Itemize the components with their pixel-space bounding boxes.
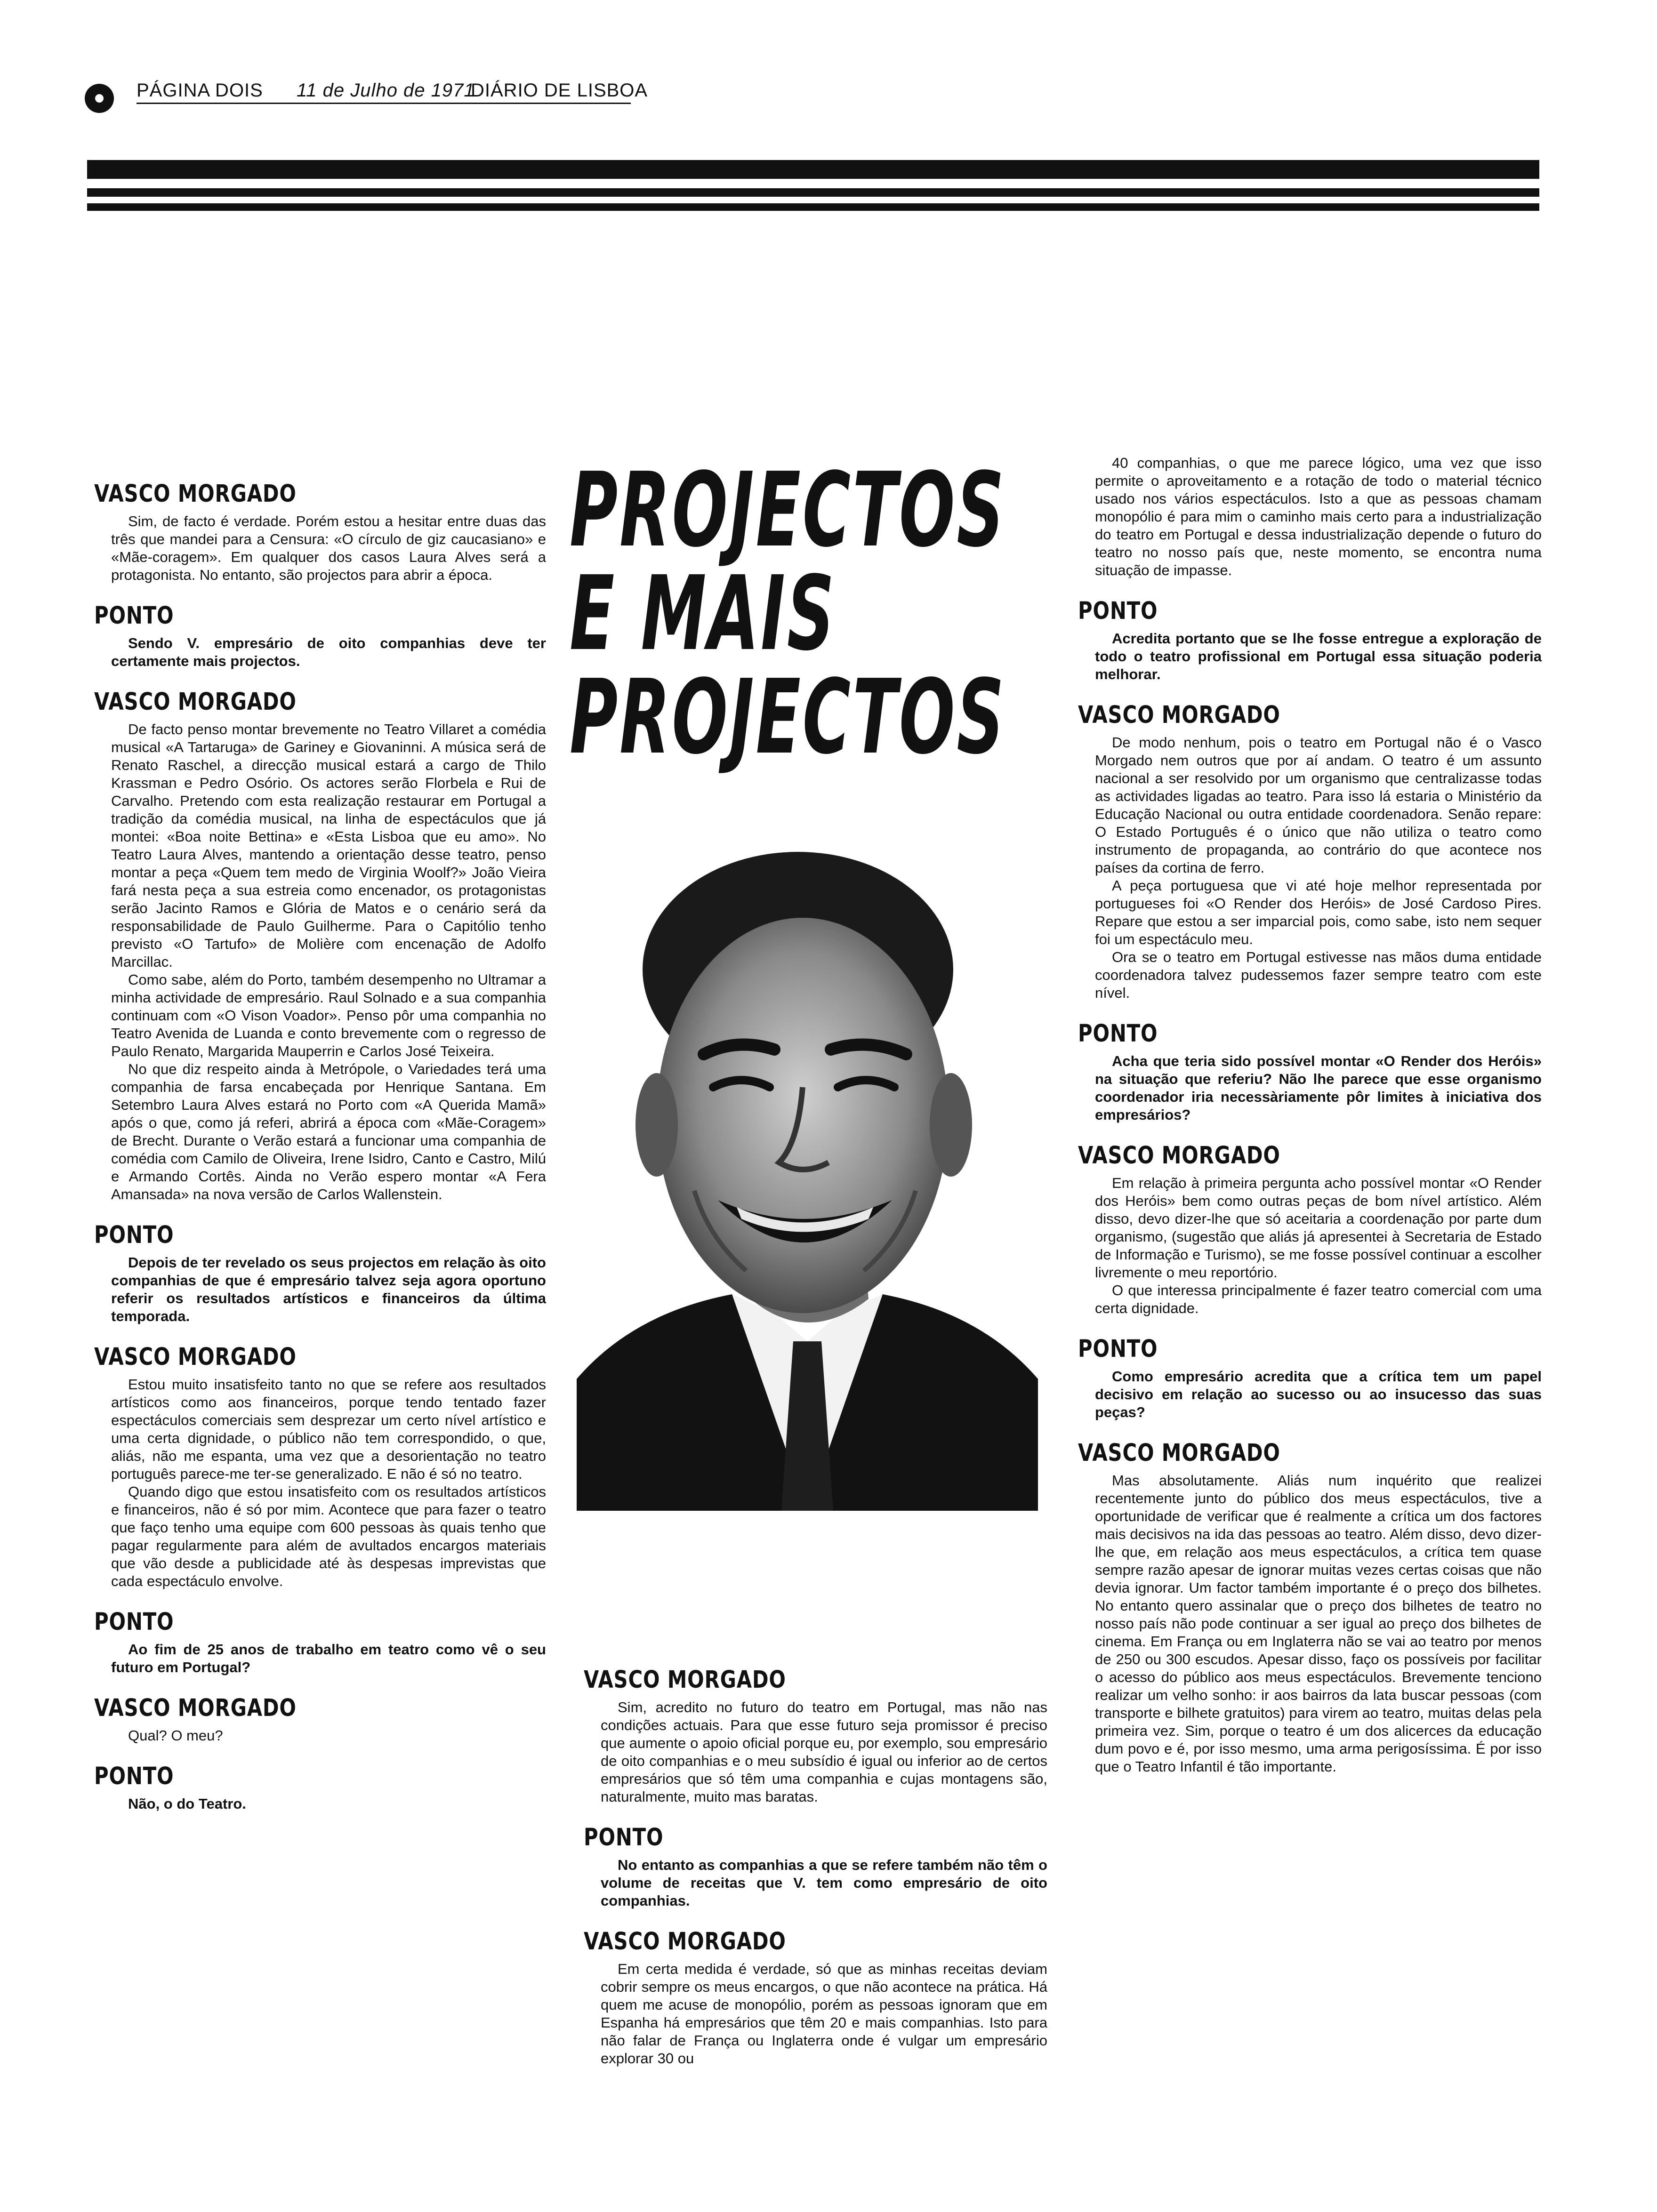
- question-text: Depois de ter revelado os seus projectos em relação às oito companhias de que é empresário talvez seja agora oportuno referir os resultados artísticos e financeiros da última temporada.: [111, 1254, 546, 1324]
- article-title: [570, 451, 1059, 777]
- speaker-name: VASCO MORGADO: [94, 1343, 297, 1371]
- speaker-name: PONTO: [94, 602, 174, 630]
- answer-text: No que diz respeito ainda à Metrópole, o Variedades terá uma companhia de farsa encabeçada por Henrique Santana. Em Setembro Laura Alves estará no Porto com «A Querida Mamã» após o que, como já referi, abrirá a época com «Mãe-Coragem» de Brecht. Durante o Verão estará a funcionar uma companhia de comédia com Camilo de Oliveira, Irene Isidro, Canto e Castro, Milú e Armando Cortês. Ainda no Verão espero montar «A Fera Amansada» na nova versão de Carlos Wallenstein.: [111, 1061, 546, 1202]
- speaker-name: VASCO MORGADO: [1078, 1142, 1280, 1170]
- speaker-name: VASCO MORGADO: [584, 1928, 786, 1956]
- title-line: PROJECTOS: [570, 451, 1006, 570]
- answer-text: Como sabe, além do Porto, também desempenho no Ultramar a minha actividade de empresário. Raul Solnado e a sua companhia continuam com «O Vison Voador». Penso pôr uma companhia no Teatro Avenida de Luanda e conto brevemente com o regresso de Paulo Renato, Margarida Mauperrin e Carlos José Teixeira.: [111, 971, 546, 1059]
- answer-text: Sim, de facto é verdade. Porém estou a hesitar entre duas das três que mandei para a Censura: «O círculo de giz caucasiano» e «Mãe-coragem». Em qualquer dos casos Laura Alves será a protagonista. No entanto, são projectos para abrir a época.: [111, 513, 546, 583]
- rule-thin: [87, 203, 1539, 211]
- column-left: [94, 480, 546, 1831]
- answer-text: O que interessa principalmente é fazer teatro comercial com uma certa dignidade.: [1095, 1282, 1542, 1316]
- page-header: [80, 75, 692, 113]
- column-right: [1078, 454, 1542, 1794]
- speaker-name: VASCO MORGADO: [1078, 701, 1280, 729]
- answer-text: A peça portuguesa que vi até hoje melhor representada por portugueses foi «O Render dos Heróis» de José Cardoso Pires. Repare que estou a ser imparcial pois, como sabe, isto nem sequer foi um espectáculo meu.: [1095, 877, 1542, 947]
- title-line: PROJECTOS: [570, 658, 1006, 777]
- answer-text: Ora se o teatro em Portugal estivesse nas mãos duma entidade coordenadora talvez pudessemos fazer sempre teatro com este nível.: [1095, 949, 1542, 1001]
- speaker-name: PONTO: [94, 1221, 174, 1249]
- question-text: Acredita portanto que se lhe fosse entregue a exploração de todo o teatro profissional em Portugal essa situação poderia melhorar.: [1095, 630, 1542, 682]
- question-text: No entanto as companhias a que se refere também não têm o volume de receitas que V. tem como empresário de oito companhias.: [601, 1857, 1047, 1909]
- page-label: PÁGINA DOIS: [137, 80, 263, 101]
- rule-thick: [87, 160, 1539, 179]
- title-line: E MAIS: [570, 554, 837, 673]
- answer-text: Em relação à primeira pergunta acho possível montar «O Render dos Heróis» bem como outras peças de bom nível artístico. Além disso, devo dizer-lhe que só aceitaria a coordenação por parte dum organismo, (sugestão que aliás já apresentei à Secretaria de Estado de Informação e Turismo), se me fosse possível continuar a escolher livremente o meu reportório.: [1095, 1175, 1542, 1281]
- answer-text: Estou muito insatisfeito tanto no que se refere aos resultados artísticos como aos financeiros, porque tendo tentado fazer espectáculos comerciais sem desprezar um certo nível artístico e uma certa dignidade, o público não tem correspondido, o que, aliás, não me espanta, uma vez que a desorientação no teatro português parece-me ter-se generalizado. E não é só no teatro.: [111, 1376, 546, 1482]
- rule-medium: [87, 188, 1539, 197]
- speaker-name: VASCO MORGADO: [584, 1666, 786, 1694]
- question-text: Sendo V. empresário de oito companhias deve ter certamente mais projectos.: [111, 635, 546, 669]
- issue-date: 11 de Julho de 1971: [297, 80, 475, 101]
- portrait-photo: [577, 824, 1038, 1511]
- speaker-name: PONTO: [584, 1824, 664, 1851]
- speaker-name: VASCO MORGADO: [94, 1694, 297, 1722]
- header-underline: [137, 103, 631, 104]
- speaker-name: VASCO MORGADO: [94, 480, 297, 508]
- answer-text: Sim, acredito no futuro do teatro em Portugal, mas não nas condições actuais. Para que esse futuro seja promissor é preciso que aumente o apoio oficial porque eu, por exemplo, sou empresário de oito companhias e o meu subsídio é igual ou inferior ao de certos empresários que só têm uma companhia e cujas montagens são, naturalmente, muito mas baratas.: [601, 1699, 1047, 1805]
- question-text: Ao fim de 25 anos de trabalho em teatro como vê o seu futuro em Portugal?: [111, 1641, 546, 1675]
- speaker-name: PONTO: [94, 1608, 174, 1636]
- speaker-name: PONTO: [1078, 1020, 1158, 1048]
- masthead-rules: [87, 160, 1539, 219]
- speaker-name: PONTO: [1078, 597, 1158, 625]
- bullet-icon: [85, 84, 114, 113]
- answer-text: Em certa medida é verdade, só que as minhas receitas deviam cobrir sempre os meus encargos, o que não acontece na prática. Há quem me acuse de monopólio, porém as pessoas ignoram que em Espanha há empresários que têm 20 e mais companhias. Isto para não falar de França ou Inglaterra onde é vulgar um empresário explorar 30 ou: [601, 1961, 1047, 2067]
- answer-text: Qual? O meu?: [128, 1727, 223, 1744]
- speaker-name: PONTO: [1078, 1335, 1158, 1363]
- speaker-name: VASCO MORGADO: [94, 688, 297, 716]
- question-text: Como empresário acredita que a crítica tem um papel decisivo em relação ao sucesso ou ao insucesso das suas peças?: [1095, 1368, 1542, 1420]
- question-text: Acha que teria sido possível montar «O Render dos Heróis» na situação que referiu? Não lhe parece que esse organismo coordenador iria necessàriamente pôr limites à iniciativa dos empresários?: [1095, 1053, 1542, 1123]
- answer-text: De facto penso montar brevemente no Teatro Villaret a comédia musical «A Tartaruga» de Gariney e Giovaninni. A música será de Renato Raschel, a direcção musical estará a cargo de Thilo Krassman e Pedro Osório. Os actores serão Florbela e Rui de Carvalho. Pretendo com esta realização restaurar em Portugal a tradição da comédia musical, na linha de espectáculos que já montei: «Boa noite Bettina» e «Esta Lisboa que eu amo». No Teatro Laura Alves, mantendo a orientação desse teatro, penso montar a peça «Quem tem medo de Virginia Woolf?» João Vieira fará nesta peça a sua estreia como encenador, os protagonistas serão Jacinto Ramos e Glória de Matos e o cenário será da responsabilidade de Paulo Guilherme. Para o Capitólio tenho previsto «O Tartufo» de Molière com encenação de Adolfo Marcillac.: [111, 721, 546, 970]
- speaker-name: VASCO MORGADO: [1078, 1439, 1280, 1467]
- newspaper-name: DIÁRIO DE LISBOA: [471, 80, 648, 101]
- speaker-name: PONTO: [94, 1763, 174, 1790]
- column-middle: [584, 1666, 1047, 2085]
- answer-text: Quando digo que estou insatisfeito com os resultados artísticos e financeiros, não é só por mim. Acontece que para fazer o teatro que faço tenho uma equipe com 600 pessoas às quais tenho que pagar regularmente para além de avultados encargos materiais que vão desde a publicidade até às despesas imprevistas que cada espectáculo envolve.: [111, 1483, 546, 1589]
- answer-text: Mas absolutamente. Aliás num inquérito que realizei recentemente junto do público dos meus espectáculos, tive a oportunidade de verificar que é realmente a crítica um dos factores mais decisivos na ida das pessoas ao teatro. Além disso, devo dizer-lhe que, em relação aos meus espectáculos, a crítica tem quase sempre razão apesar de ignorar muitas vezes certas coisas que não devia ignorar. Um factor também importante é o preço dos bilhetes. No entanto quero assinalar que o preço dos bilhetes de teatro no nosso país não pode continuar a ser igual ao preço dos bilhetes de cinema. Em França ou em Inglaterra não se vai ao teatro por menos de 250 ou 300 escudos. Apesar disso, faço os possíveis por facilitar o acesso do público aos meus espectáculos. Brevemente tenciono realizar um velho sonho: ir aos bairros da lata buscar pessoas (com transporte e bilhete gratuitos) para virem ao teatro, muitas delas pela primeira vez. Sim, porque o teatro é um dos alicerces da educação dum povo e é, por isso mesmo, uma arma perigosíssima. É por isso que o Teatro Infantil é tão importante.: [1095, 1472, 1542, 1775]
- answer-text: De modo nenhum, pois o teatro em Portugal não é o Vasco Morgado nem outros que por aí andam. O teatro é um assunto nacional a ser resolvido por um organismo que centralizasse todas as actividades ligadas ao teatro. Para isso lá estaria o Ministério da Educação Nacional ou outra entidade coordenadora. Senão repare: O Estado Português é o único que não utiliza o teatro como instrumento de propaganda, ao contrário do que acontece nos países da cortina de ferro.: [1095, 734, 1542, 876]
- portrait-illustration: [577, 824, 1038, 1511]
- continued-text: 40 companhias, o que me parece lógico, uma vez que isso permite o aproveitamento e a rotação de todo o material técnico usado nos vários espectáculos. Isto a que as pessoas chamam monopólio é para mim o caminho mais certo para a industrialização do teatro em Portugal e dessa industrialização depende o futuro do teatro no nosso país que, neste momento, se encontra numa situação de impasse.: [1095, 455, 1542, 578]
- question-text: Não, o do Teatro.: [128, 1795, 246, 1812]
